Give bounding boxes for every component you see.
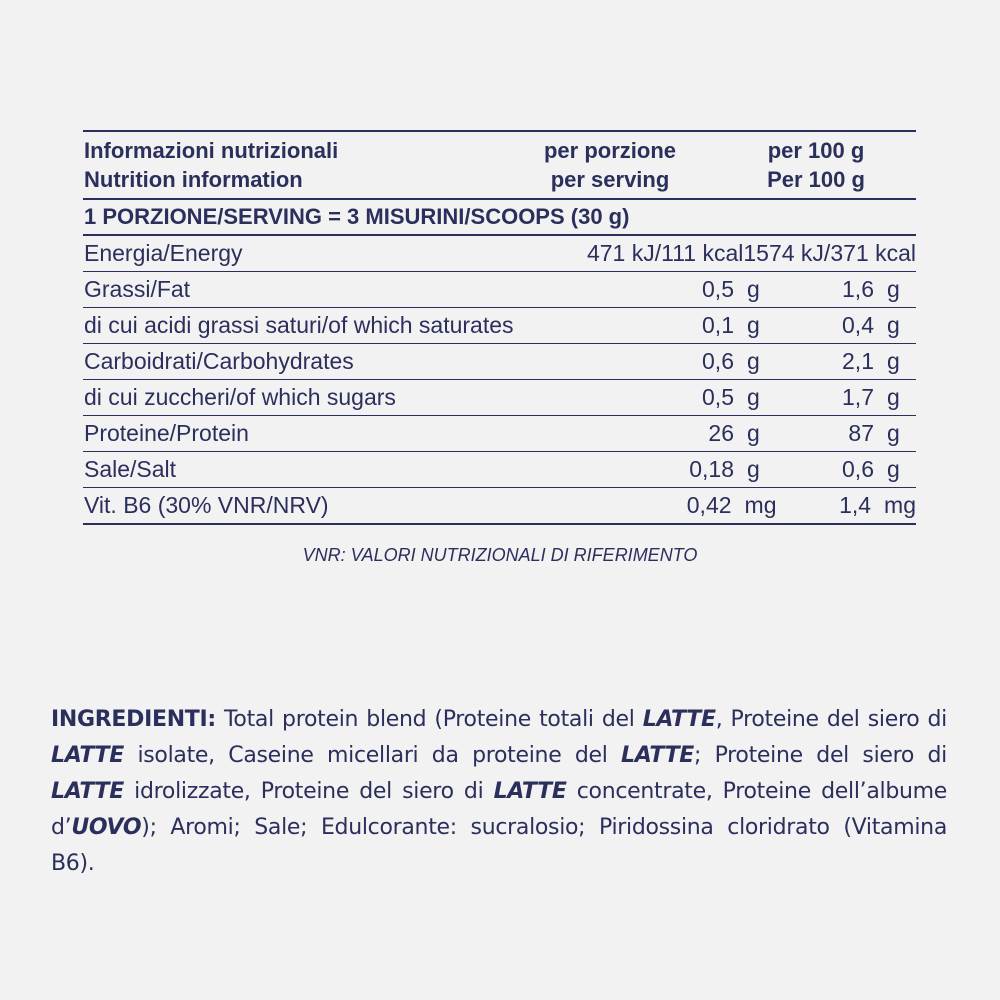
per-100g-value: 1,4 (839, 492, 872, 518)
footnote: VNR: VALORI NUTRIZIONALI DI RIFERIMENTO (302, 545, 698, 565)
row-label: Carboidrati/Carbohydrates (84, 348, 354, 374)
table-row (83, 488, 916, 525)
table-row (83, 344, 916, 380)
header-per-serving (504, 136, 716, 194)
ingredients-text-part: Total protein blend (Proteine totali del (215, 707, 643, 732)
ingredients-text-part: concentrate, Proteine dell’albume d’ (51, 779, 947, 840)
ingredients-text-part: idrolizzate, Proteine del siero di (124, 779, 494, 804)
per-serving-unit: g (747, 312, 760, 338)
per-100g-value: 1,6 (842, 276, 874, 302)
per-100g-value: 1,7 (842, 384, 874, 410)
header-label-it: Informazioni nutrizionali (84, 138, 339, 163)
header-100g-it: per 100 g (767, 138, 865, 163)
table-row (83, 416, 916, 452)
per-serving-value: 26 (708, 420, 734, 446)
header-label-en: Nutrition information (84, 167, 303, 192)
per-serving-unit: g (747, 348, 760, 374)
per-serving-unit: g (747, 384, 760, 410)
table-row-energy (83, 236, 916, 272)
table-row (83, 308, 916, 344)
ingredients-text-part: ; Proteine del siero di (694, 743, 947, 768)
per-serving-value: 0,1 (702, 312, 734, 338)
per-serving-unit: mg (744, 492, 777, 518)
table-row (83, 452, 916, 488)
per-100g-unit: g (887, 312, 900, 338)
nutrient-rows (83, 272, 916, 525)
allergen-milk: LATTE (493, 779, 567, 804)
per-100g-value: 0,4 (842, 312, 874, 338)
row-label: Vit. B6 (30% VNR/NRV) (84, 492, 329, 518)
per-100g-value: 0,6 (842, 456, 874, 482)
ingredients-text-part: ); Aromi; Sale; Edulcorante: sucralosio; Piridossina cloridrato (Vitamina B6). (51, 815, 947, 876)
per-serving-value: 0,6 (702, 348, 734, 374)
per-100g-unit: g (887, 384, 900, 410)
table-header (83, 132, 916, 200)
per-100g-unit: g (887, 276, 900, 302)
per-serving-value: 0,18 (689, 456, 734, 482)
allergen-milk: LATTE (51, 743, 124, 768)
row-label: Grassi/Fat (84, 276, 191, 302)
per-serving-value: 0,42 (686, 492, 732, 518)
per-100g-value: 87 (848, 420, 874, 446)
header-serving-it: per porzione (543, 138, 676, 163)
allergen-milk: LATTE (51, 779, 124, 804)
ingredients-heading: INGREDIENTI: (51, 707, 216, 732)
per-serving-unit: g (747, 420, 760, 446)
header-per-100g (716, 136, 916, 194)
row-label: di cui acidi grassi saturi/of which saturates (84, 312, 514, 338)
header-serving-en: per serving (550, 167, 670, 192)
header-label (83, 136, 504, 194)
per-100g-value: 2,1 (842, 348, 874, 374)
table-row (83, 380, 916, 416)
row-label: Energia/Energy (84, 240, 243, 266)
ingredients-text-part: isolate, Caseine micellari da proteine del (124, 743, 622, 768)
per-serving-unit: g (747, 276, 760, 302)
per-serving-unit: g (747, 456, 760, 482)
row-label: Sale/Salt (84, 456, 177, 482)
header-100g-en: Per 100 g (767, 167, 865, 192)
nutrition-table (83, 130, 916, 525)
per-serving-value: 0,5 (702, 276, 734, 302)
per-100g-unit: g (887, 456, 900, 482)
energy-per-100g: 1574 kJ/371 kcal (743, 240, 916, 266)
allergen-egg: UOVO (71, 815, 142, 840)
per-100g-unit: g (887, 420, 900, 446)
ingredients-text-part: , Proteine del siero di (715, 707, 947, 732)
row-label: di cui zuccheri/of which sugars (84, 384, 396, 410)
row-label: Proteine/Protein (84, 420, 249, 446)
table-row (83, 272, 916, 308)
allergen-milk: LATTE (621, 743, 695, 768)
per-serving-value: 0,5 (702, 384, 734, 410)
per-100g-unit: g (887, 348, 900, 374)
allergen-milk: LATTE (642, 707, 716, 732)
serving-size: 1 PORZIONE/SERVING = 3 MISURINI/SCOOPS (30 g) (83, 200, 916, 236)
ingredients-text (51, 702, 947, 882)
per-100g-unit: mg (884, 492, 916, 518)
energy-per-serving: 471 kJ/111 kcal (586, 240, 744, 266)
